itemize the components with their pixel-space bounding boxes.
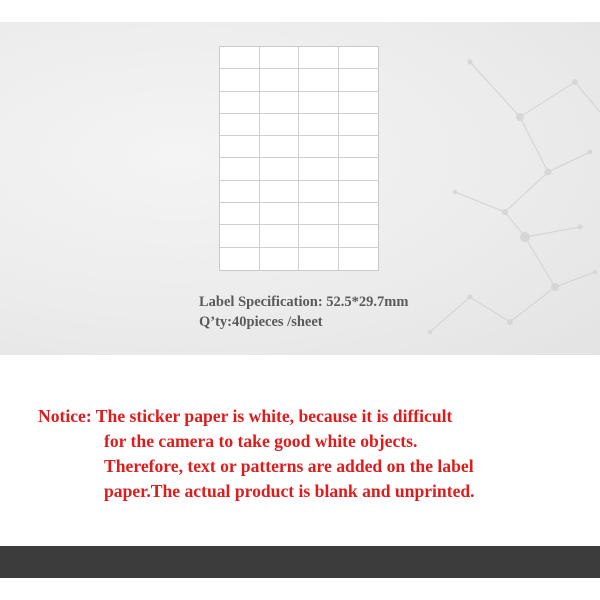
- top-margin: [0, 0, 600, 22]
- label-cell: [339, 136, 379, 158]
- label-cell: [299, 69, 339, 91]
- notice-line-2: for the camera to take good white objects.: [104, 431, 418, 451]
- label-cell: [260, 114, 300, 136]
- label-cell: [220, 92, 260, 114]
- label-cell: [299, 92, 339, 114]
- label-sheet: [219, 46, 379, 271]
- label-cell: [220, 69, 260, 91]
- label-cell: [339, 114, 379, 136]
- label-cell: [339, 158, 379, 180]
- label-cell: [299, 248, 339, 270]
- label-specification: [199, 292, 408, 332]
- label-cell: [299, 225, 339, 247]
- label-cell: [260, 203, 300, 225]
- label-cell: [339, 203, 379, 225]
- label-cell: [299, 136, 339, 158]
- label-cell: [339, 92, 379, 114]
- label-cell: [220, 158, 260, 180]
- label-cell: [220, 47, 260, 69]
- label-cell: [220, 248, 260, 270]
- bottom-bar: [0, 546, 600, 578]
- label-cell: [299, 114, 339, 136]
- label-cell: [339, 181, 379, 203]
- label-cell: [260, 248, 300, 270]
- notice-text-block: [38, 404, 475, 504]
- label-cell: [220, 114, 260, 136]
- label-cell: [339, 69, 379, 91]
- label-cell: [339, 248, 379, 270]
- label-cell: [260, 181, 300, 203]
- label-cell: [260, 136, 300, 158]
- label-cell: [299, 203, 339, 225]
- spec-size-text: Label Specification: 52.5*29.7mm: [199, 294, 409, 310]
- spec-quantity-text: Q’ty:40pieces /sheet: [199, 314, 323, 330]
- product-image-panel: [0, 22, 600, 355]
- notice-line-1: Notice: The sticker paper is white, because it is difficult: [38, 406, 453, 426]
- label-cell: [299, 158, 339, 180]
- label-cell: [220, 136, 260, 158]
- label-cell: [260, 92, 300, 114]
- label-cell: [299, 47, 339, 69]
- label-cell: [220, 203, 260, 225]
- label-cell: [260, 158, 300, 180]
- notice-line-4: paper.The actual product is blank and unprinted.: [104, 481, 475, 501]
- label-cell: [299, 181, 339, 203]
- label-cell: [260, 225, 300, 247]
- label-cell: [220, 181, 260, 203]
- label-cell: [220, 225, 260, 247]
- label-cell: [339, 225, 379, 247]
- label-cell: [339, 47, 379, 69]
- notice-line-3: Therefore, text or patterns are added on the label: [104, 456, 474, 476]
- label-cell: [260, 69, 300, 91]
- label-cell: [260, 47, 300, 69]
